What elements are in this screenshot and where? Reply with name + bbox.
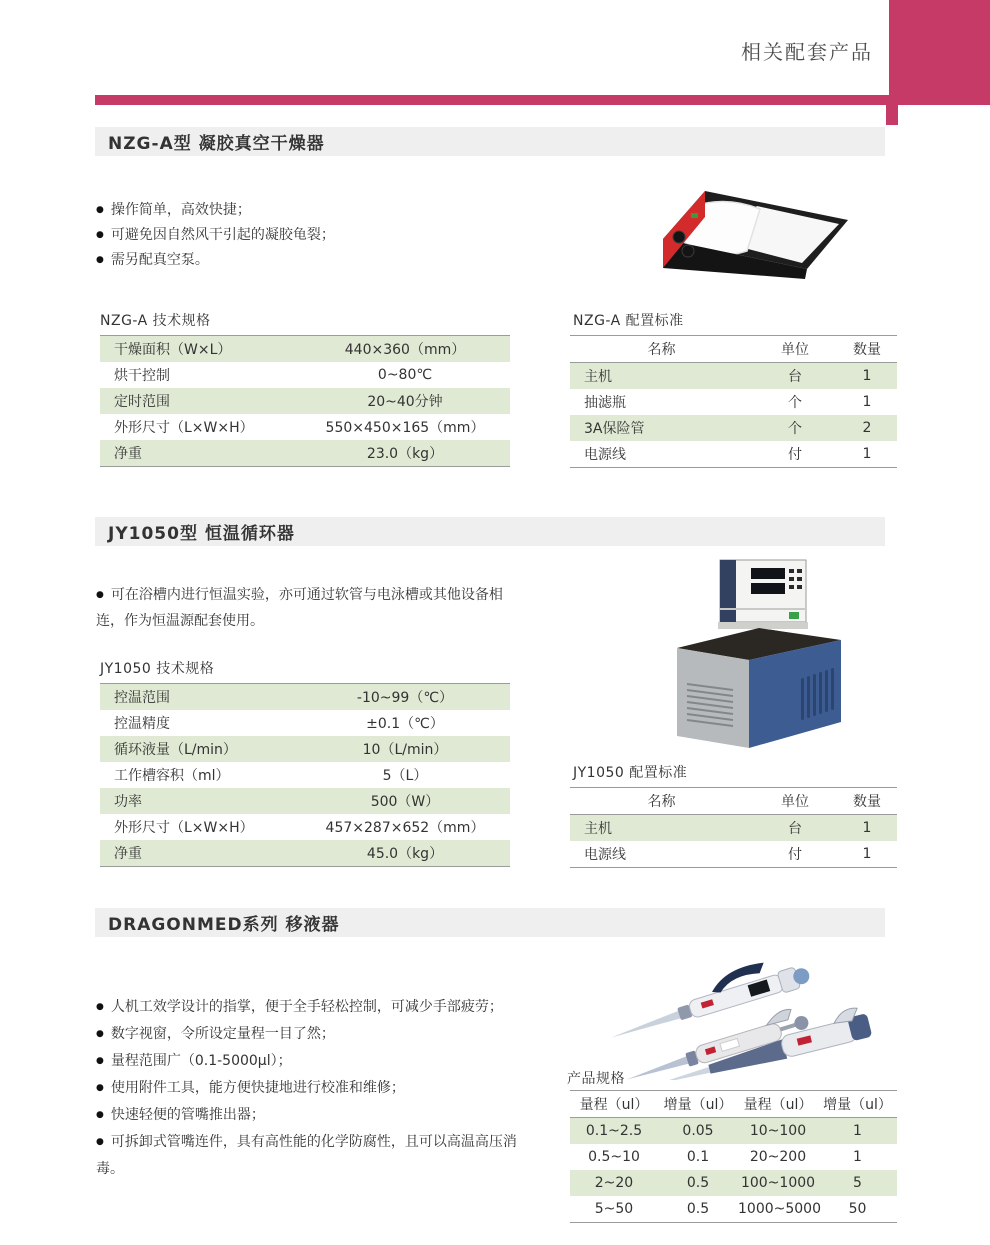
cell: 100~1000 [740, 1175, 816, 1191]
table-row [100, 362, 510, 388]
jy1050-config-table-label: JY1050 配置标准 [573, 765, 688, 781]
table-row [100, 788, 510, 814]
gel-vacuum-dryer-image [605, 175, 855, 293]
page-header-title: 相关配套产品 [741, 40, 873, 64]
column-header: 量程（ul） [743, 1097, 813, 1113]
cfg-unit: 个 [788, 421, 802, 437]
cfg-unit: 台 [788, 369, 802, 385]
header-corner-block [889, 0, 990, 105]
pipettes-image [598, 942, 900, 1080]
nzg-spec-table-label: NZG-A 技术规格 [100, 313, 211, 329]
cell: 10~100 [749, 1123, 807, 1139]
table-row [100, 440, 510, 466]
dragonmed-feature-list [96, 994, 526, 1183]
table-header-row [570, 336, 897, 363]
list-item: ● 数字视窗，令所设定量程一目了然； [96, 1021, 526, 1048]
spec-name: 外形尺寸（L×W×H） [114, 820, 254, 836]
cell: 1 [853, 1123, 862, 1139]
column-header: 增量（ul） [823, 1097, 892, 1113]
cell: 2~20 [594, 1175, 634, 1191]
table-row [570, 1170, 897, 1196]
section-title-nzg [95, 127, 885, 156]
table-row [570, 363, 897, 389]
cfg-qty: 1 [862, 446, 872, 462]
table-row [100, 762, 510, 788]
cfg-name: 抽滤瓶 [584, 395, 626, 411]
table-row [570, 841, 897, 867]
cell: 0.1~2.5 [585, 1123, 643, 1139]
cell: 0.05 [682, 1123, 714, 1139]
table-row [100, 840, 510, 866]
spec-value: 5（L） [382, 768, 428, 784]
cfg-qty: 1 [862, 846, 872, 862]
list-item: ● 操作简单，高效快捷； [96, 198, 526, 223]
spec-name: 循环液量（L/min） [114, 742, 237, 758]
spec-value: -10~99（℃） [356, 690, 454, 706]
cell: 50 [848, 1201, 867, 1217]
list-item: ● 需另配真空泵。 [96, 248, 526, 273]
cfg-unit: 付 [788, 847, 802, 863]
spec-value: 45.0（kg） [366, 846, 444, 862]
spec-name: 净重 [114, 846, 142, 862]
list-item: ● 人机工效学设计的指掌，便于全手轻松控制，可减少手部疲劳； [96, 994, 526, 1021]
spec-value: 23.0（kg） [366, 446, 444, 462]
spec-name: 工作槽容积（ml） [114, 768, 230, 784]
cfg-name: 电源线 [584, 847, 626, 863]
cell: 0.5 [686, 1175, 710, 1191]
spec-name: 功率 [114, 794, 142, 810]
cfg-qty: 1 [862, 394, 872, 410]
cfg-qty: 1 [862, 820, 872, 836]
section-title-dragonmed-text: DRAGONMED系列 移液器 [108, 915, 340, 935]
spec-value: 20~40分钟 [367, 394, 443, 410]
header-rule-tail [886, 105, 898, 125]
column-header: 数量 [853, 794, 881, 810]
spec-value: 440×360（mm） [344, 342, 466, 358]
spec-name: 外形尺寸（L×W×H） [114, 420, 254, 436]
cell: 1 [853, 1149, 862, 1165]
spec-name: 定时范围 [114, 394, 170, 410]
nzg-config-table [570, 335, 897, 468]
spec-value: ±0.1（℃） [366, 716, 444, 732]
list-item: ● 使用附件工具，能方便快捷地进行校准和维修； [96, 1075, 526, 1102]
spec-name: 干燥面积（W×L） [114, 342, 232, 358]
column-header: 名称 [647, 342, 676, 358]
cfg-qty: 2 [862, 420, 872, 436]
column-header: 量程（ul） [579, 1097, 649, 1113]
cell: 5 [853, 1175, 862, 1191]
table-row [100, 336, 510, 362]
cfg-unit: 付 [788, 447, 802, 463]
column-header: 数量 [853, 342, 881, 358]
cfg-name: 电源线 [584, 447, 626, 463]
spec-value: 550×450×165（mm） [325, 420, 485, 436]
list-item: ● 可避免因自然风干引起的凝胶龟裂； [96, 223, 526, 248]
spec-name: 控温范围 [114, 690, 170, 706]
table-row [570, 1196, 897, 1222]
spec-value: 500（W） [370, 794, 440, 810]
cell: 0.5~10 [588, 1149, 640, 1165]
cfg-name: 主机 [584, 369, 612, 385]
spec-value: 0~80℃ [377, 367, 433, 383]
cell: 20~200 [749, 1149, 807, 1165]
section-title-jy1050 [95, 517, 885, 546]
list-item: ● 可在浴槽内进行恒温实验，亦可通过软管与电泳槽或其他设备相连，作为恒温源配套使用。 [96, 582, 511, 634]
spec-name: 净重 [114, 446, 142, 462]
spec-value: 457×287×652（mm） [325, 820, 485, 836]
header-rule-bar [95, 95, 889, 105]
pipette-spec-table-label: 产品规格 [567, 1071, 625, 1087]
table-row [100, 814, 510, 840]
nzg-feature-list [96, 198, 526, 273]
cfg-name: 3A保险管 [584, 421, 645, 437]
cell: 0.5 [686, 1201, 710, 1217]
table-row [570, 1144, 897, 1170]
table-row [100, 684, 510, 710]
spec-value: 10（L/min） [362, 742, 448, 758]
table-row [100, 710, 510, 736]
cfg-unit: 台 [788, 821, 802, 837]
table-row [100, 736, 510, 762]
cfg-unit: 个 [788, 395, 802, 411]
pipette-spec-table [570, 1090, 897, 1223]
table-row [100, 388, 510, 414]
table-row [570, 389, 897, 415]
column-header: 名称 [647, 794, 676, 810]
section-title-dragonmed [95, 908, 885, 937]
thermostat-circulator-image [663, 556, 853, 750]
section-title-jy1050-text: JY1050型 恒温循环器 [108, 524, 295, 544]
nzg-spec-table [100, 335, 510, 467]
spec-name: 烘干控制 [114, 368, 170, 384]
column-header: 单位 [781, 794, 809, 810]
jy1050-config-table [570, 787, 897, 868]
table-header-row [570, 788, 897, 815]
jy1050-spec-table-label: JY1050 技术规格 [100, 661, 215, 677]
table-row [570, 441, 897, 467]
cell: 5~50 [594, 1201, 634, 1217]
spec-name: 控温精度 [114, 716, 170, 732]
cfg-name: 主机 [584, 821, 612, 837]
column-header: 单位 [781, 342, 809, 358]
table-row [570, 1118, 897, 1144]
nzg-config-table-label: NZG-A 配置标准 [573, 313, 684, 329]
cell: 1000~5000 [738, 1201, 821, 1217]
column-header: 增量（ul） [663, 1097, 733, 1113]
section-title-nzg-text: NZG-A型 凝胶真空干燥器 [108, 134, 325, 154]
jy1050-spec-table [100, 683, 510, 867]
table-row [570, 815, 897, 841]
table-row [570, 415, 897, 441]
list-item: ● 量程范围广（0.1-5000μl）； [96, 1048, 526, 1075]
list-item: ● 可拆卸式管嘴连件，具有高性能的化学防腐性，且可以高温高压消毒。 [96, 1129, 526, 1183]
table-row [100, 414, 510, 440]
list-item: ● 快速轻便的管嘴推出器； [96, 1102, 526, 1129]
cell: 0.1 [686, 1149, 710, 1165]
cfg-qty: 1 [862, 368, 872, 384]
table-header-row [570, 1091, 897, 1118]
jy1050-feature-list [96, 582, 511, 634]
